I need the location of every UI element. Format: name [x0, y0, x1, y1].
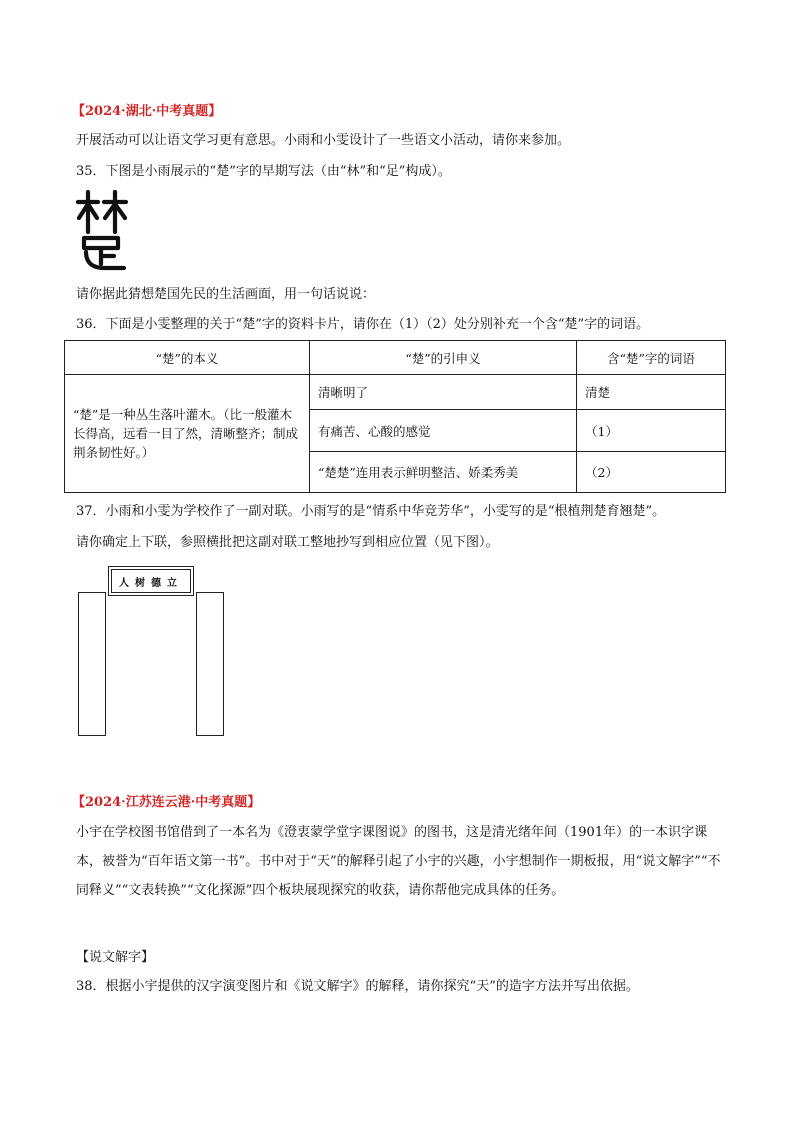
left-couplet-post[interactable]	[78, 592, 106, 736]
subheading-shuowen: 【说文解字】	[76, 950, 155, 965]
question-38: 38．根据小宇提供的汉字演变图片和《说文解字》的解释，请你探究“天”的造字方法并写出依据。	[76, 979, 639, 994]
question-35-prompt: 请你据此猜想楚国先民的生活画面，用一句话说说：	[76, 287, 376, 302]
section2-tag: 【2024·江苏连云港·中考真题】	[72, 795, 261, 810]
question-35: 35．下图是小雨展示的“楚”字的早期写法（由“林”和“足”构成）。	[76, 164, 451, 179]
table-header-words: 含“楚”字的词语	[577, 341, 726, 375]
table-cell-word-2[interactable]: （1）	[577, 410, 726, 452]
table-cell-extended-1: 清晰明了	[310, 375, 577, 410]
section2-intro: 小宇在学校图书馆借到了一本名为《澄衷蒙学堂字课图说》的图书，这是清光绪年间（1901年）的一本识字课本，被誉为“百年语文第一书”。书中对于“天”的解释引起了小宇的兴趣，小宇想制作一期板报，用“说文解字”“不同释义”“文表转换”“文化探源”四个板块展现探究的收获，请你帮他完成具体的任务。	[76, 825, 721, 898]
couplet-diagram	[76, 566, 236, 738]
table-cell-extended-2: 有痛苦、心酸的感觉	[310, 410, 577, 452]
table-header-origin: “楚”的本义	[65, 341, 310, 375]
table-header-extended: “楚”的引申义	[310, 341, 577, 375]
table-cell-word-3[interactable]: （2）	[577, 452, 726, 493]
section1-tag: 【2024·湖北·中考真题】	[72, 104, 222, 119]
table-cell-origin-meaning: “楚”是一种丛生落叶灌木。（比一般灌木长得高，远看一目了然，清晰整齐；制成荆条韧性好。）	[65, 375, 310, 493]
horizontal-scroll: 人树德立	[108, 566, 194, 596]
chu-info-card-table	[64, 340, 726, 493]
question-37-line2: 请你确定上下联，参照横批把这副对联工整地抄写到相应位置（见下图）。	[76, 535, 499, 550]
table-cell-extended-3: “楚楚”连用表示鲜明整洁、娇柔秀美	[310, 452, 577, 493]
right-couplet-post[interactable]	[196, 592, 224, 736]
table-cell-word-1: 清楚	[577, 375, 726, 410]
question-37-line1: 37．小雨和小雯为学校作了一副对联。小雨写的是“情系中华竞芳华”，小雯写的是“根植荆楚育翘楚”。	[76, 504, 666, 519]
seal-script-chu-glyph-icon	[74, 188, 130, 272]
question-36: 36．下面是小雯整理的关于“楚”字的资料卡片，请你在（1）（2）处分别补充一个含“楚”字的词语。	[76, 317, 650, 332]
section1-intro: 开展活动可以让语文学习更有意思。小雨和小雯设计了一些语文小活动，请你来参加。	[76, 133, 571, 148]
